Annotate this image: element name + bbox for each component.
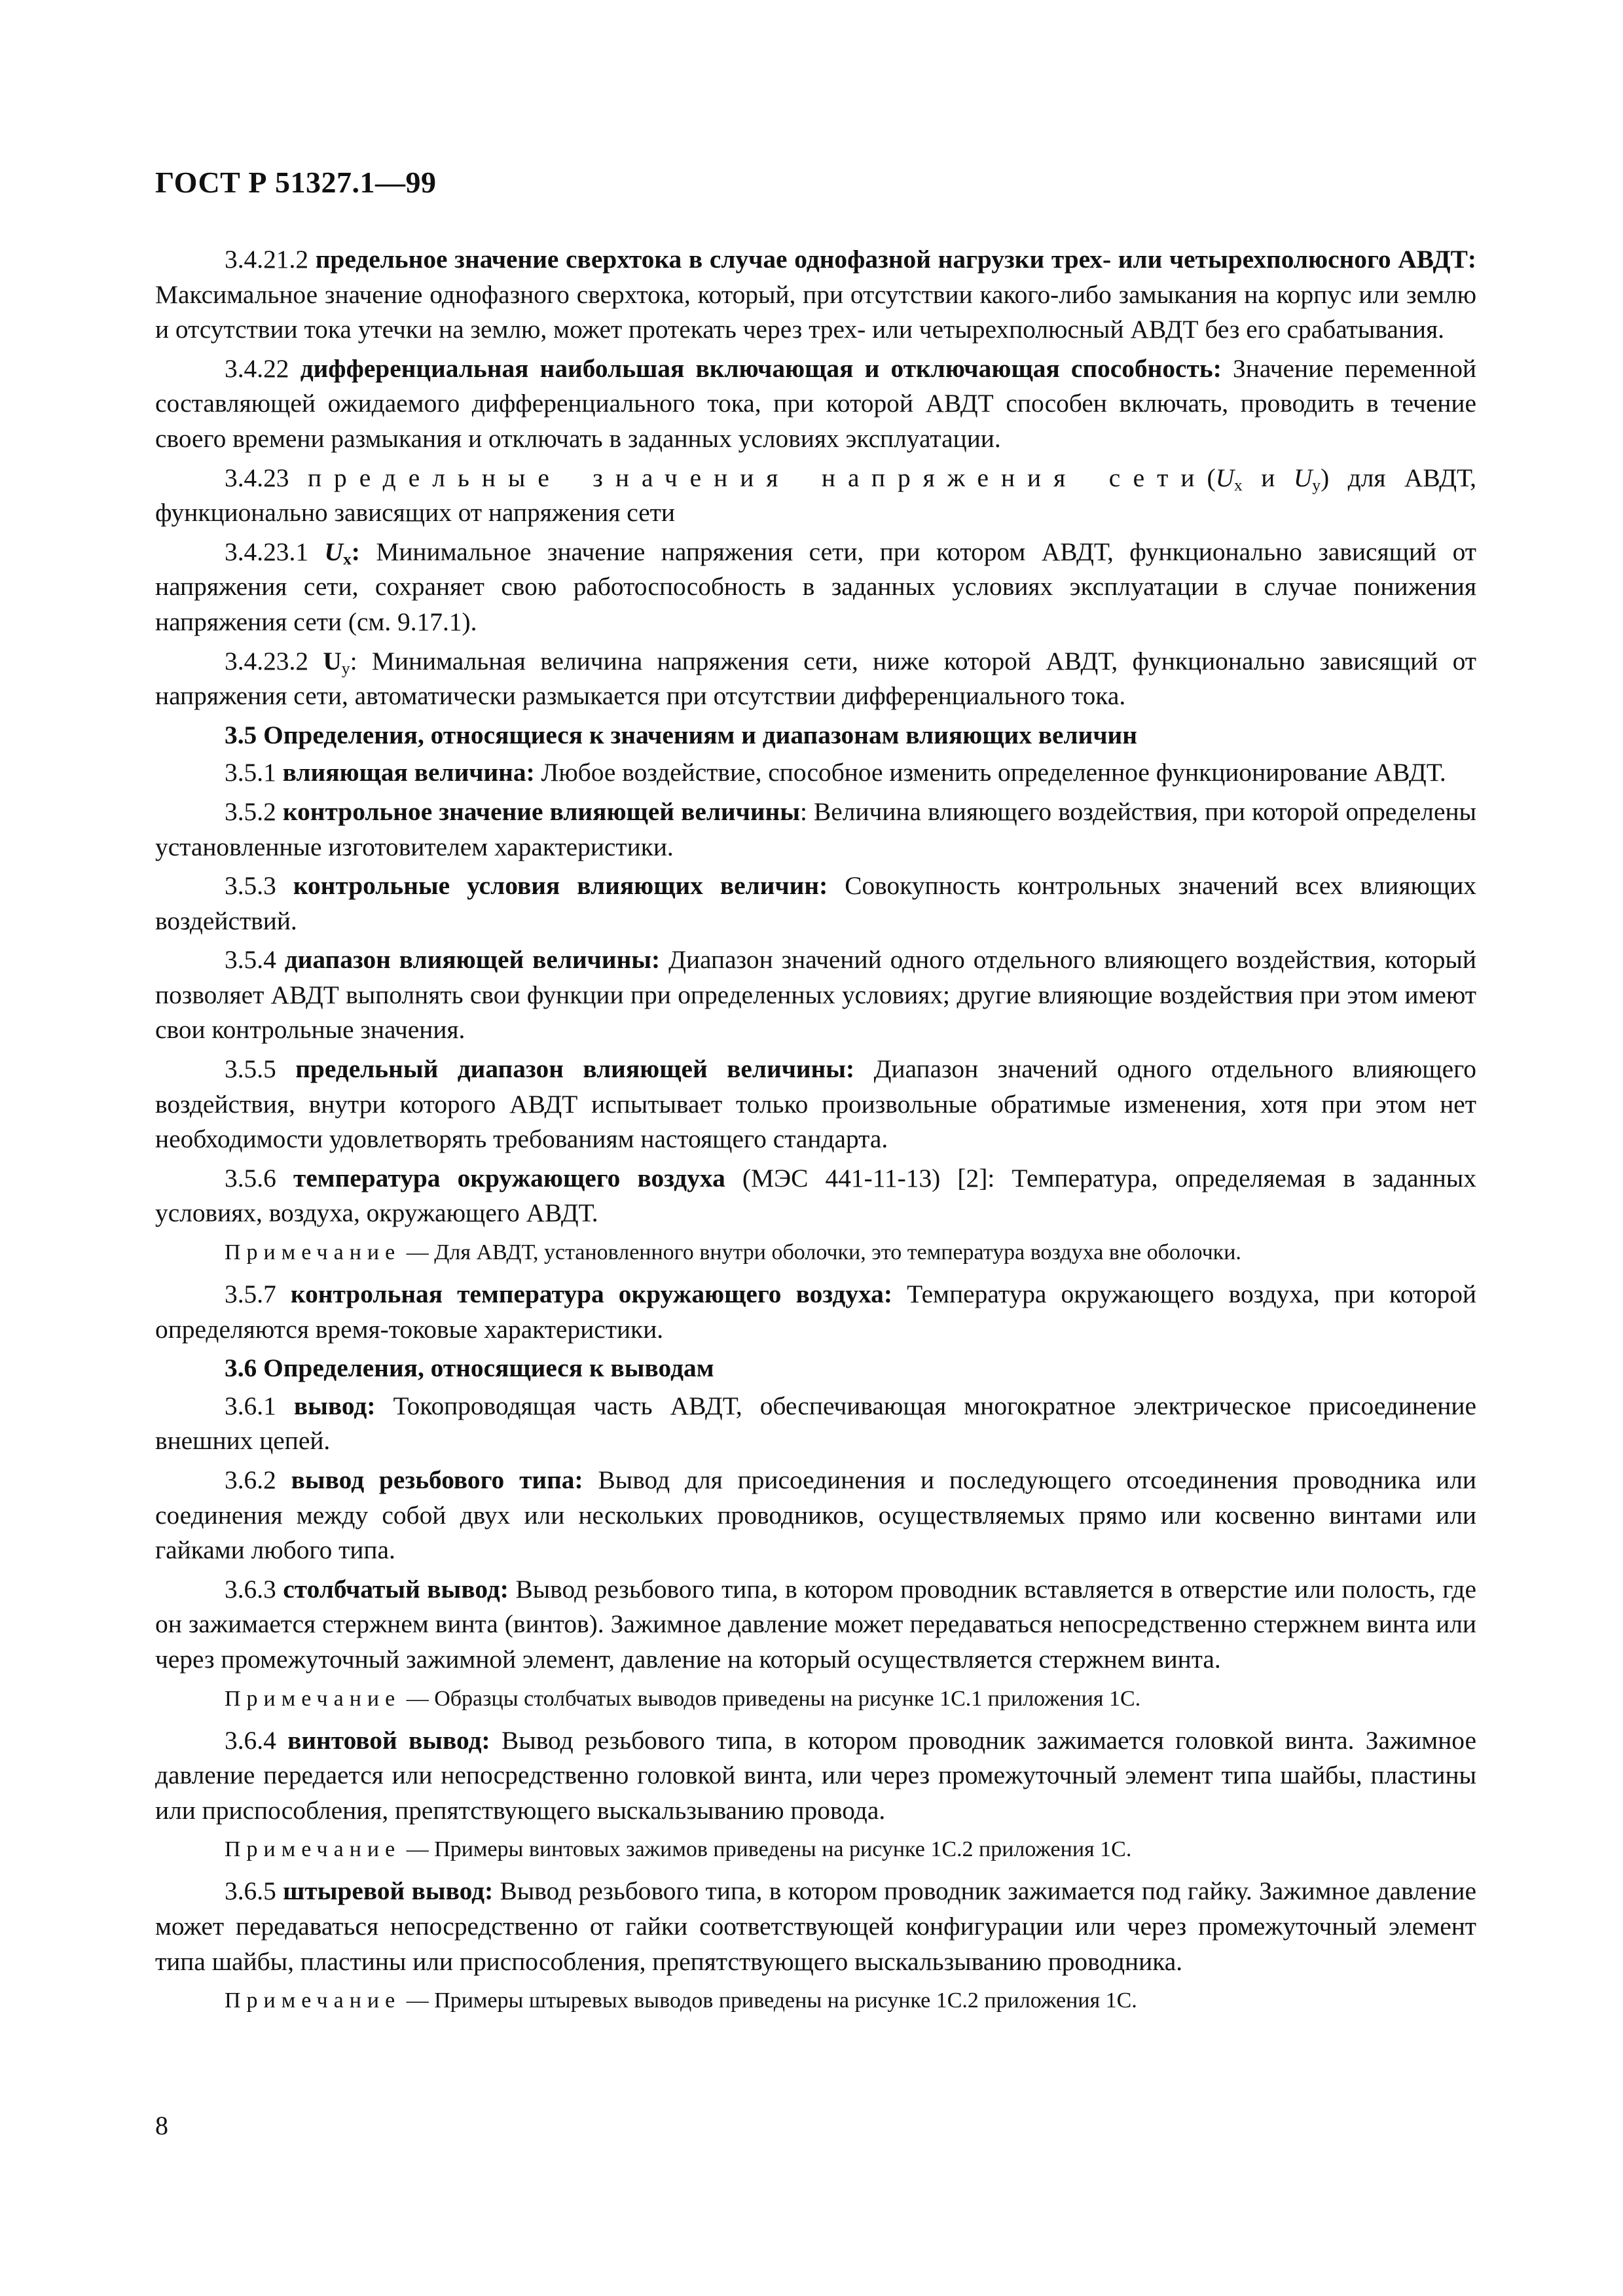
- clause-text: Максимальное значение однофазного сверхтока, который, при отсутствии какого-либо замыкания на корпус или землю и отсутствии тока утечки на землю, может протекать через трех- или четырехполюсный АВДТ без его срабатывания.: [155, 279, 1476, 344]
- note-3-6-5: [155, 1984, 1476, 2017]
- clause-3-6-5: [155, 1874, 1476, 1979]
- clause-term: диапазон влияющей величины:: [284, 945, 661, 975]
- clause-text: Вывод для присоединения и последующего отсоединения проводника или соединения между собой двух или нескольких проводников, осуществляемых прямо или косвенно винтами или гайками любого типа.: [155, 1465, 1476, 1565]
- clause-term: предельный диапазон влияющей величины:: [295, 1054, 855, 1084]
- section-heading-3-6: 3.6 Определения, относящиеся к выводам: [225, 1354, 714, 1383]
- clause-text: Диапазон значений одного отдельного влияющего воздействия, который позволяет АВДТ выполнять свои функции при определенных условиях; другие влияющие воздействия при этом имеют свои контрольные значения.: [155, 945, 1476, 1045]
- clause-term: влияющая величина:: [282, 758, 535, 787]
- section-heading-3-5: 3.5 Определения, относящиеся к значениям и диапазонам влияющих величин: [225, 720, 1137, 749]
- clause-text: (МЭС 441-11-13) [2]: Температура, определяемая в заданных условиях, воздуха, окружающего АВДТ.: [155, 1163, 1476, 1228]
- clause-text: Диапазон значений одного отдельного влияющего воздействия, внутри которого АВДТ испытывает только произвольные обратимые изменения, хотя при этом нет необходимости удовлетворять требованиям настоящего стандарта.: [155, 1054, 1476, 1154]
- colon: :: [350, 646, 357, 675]
- clause-text: Значение переменной составляющей ожидаемого дифференциального тока, при которой АВДТ способен включать, проводить в течение своего времени размыкания и отключать в заданных условиях эксплуатации.: [155, 353, 1476, 453]
- document-body: [155, 242, 1476, 2025]
- colon: :: [351, 537, 360, 566]
- clause-3-4-23-2: [155, 644, 1476, 714]
- clause-text: Токопроводящая часть АВДТ, обеспечивающая многократное электрическое присоединение внешних цепей.: [155, 1391, 1476, 1456]
- uy-symbol: U: [323, 646, 342, 675]
- clause-number: 3.4.22: [225, 353, 289, 383]
- clause-term: контрольные условия влияющих величин:: [293, 871, 828, 901]
- clause-term: столбчатый вывод:: [283, 1574, 509, 1604]
- clause-3-5-7: [155, 1277, 1476, 1347]
- clause-term: температура окружающего воздуха: [293, 1163, 725, 1193]
- clause-3-4-21-2: [155, 242, 1476, 348]
- clause-text: Минимальное значение напряжения сети, при котором АВДТ, функционально зависящий от напряжения сети, сохраняет свою работоспособность в заданных условиях эксплуатации в случае понижения напряжения сети (см. 9.17.1).: [155, 537, 1476, 636]
- clause-number: 3.6.3: [225, 1574, 276, 1604]
- note-3-5-6: [155, 1236, 1476, 1269]
- ux-symbol: U: [324, 537, 343, 566]
- clause-text: Совокупность контрольных значений всех влияющих воздействий.: [155, 871, 1476, 935]
- clause-term: штыревой вывод:: [283, 1876, 494, 1906]
- clause-number: 3.6.2: [225, 1465, 276, 1494]
- clause-number: 3.5.5: [225, 1054, 276, 1084]
- clause-number: 3.5.6: [225, 1163, 276, 1193]
- clause-number: 3.5.1: [225, 758, 276, 787]
- clause-3-5-2: [155, 795, 1476, 865]
- clause-3-6-2: [155, 1463, 1476, 1568]
- ux-symbol: U: [1215, 463, 1235, 492]
- note-text: — Для АВДТ, установленного внутри оболочки, это температура воздуха вне оболочки.: [406, 1240, 1241, 1265]
- page-number: 8: [155, 2111, 168, 2140]
- clause-number: 3.5.7: [225, 1280, 276, 1309]
- clause-number: 3.5.2: [225, 797, 276, 826]
- standard-header: ГОСТ Р 51327.1—99: [155, 166, 437, 199]
- clause-text: Вывод резьбового типа, в котором проводник зажимается головкой винта. Зажимное давление передается или непосредственно головкой винта, или через промежуточный элемент типа шайбы, пластины или приспособления, препятствующего выскальзыванию провода.: [155, 1725, 1476, 1825]
- clause-text: Вывод резьбового типа, в котором проводник зажимается под гайку. Зажимное давление может передаваться непосредственно от гайки соответствующей конфигурации или через промежуточный элемент типа шайбы, пластины или приспособления, препятствующего выскальзыванию проводника.: [155, 1876, 1476, 1976]
- paren-open: (: [1207, 463, 1216, 492]
- clause-number: 3.6.5: [225, 1876, 276, 1906]
- clause-number: 3.6.1: [225, 1391, 276, 1420]
- uy-subscript: y: [341, 658, 350, 677]
- clause-text: : Величина влияющего воздействия, при которой определены установленные изготовителем характеристики.: [155, 797, 1476, 861]
- clause-number: 3.4.21.2: [225, 245, 309, 274]
- note-text: — Образцы столбчатых выводов приведены на рисунке 1С.1 приложения 1С.: [406, 1686, 1141, 1711]
- note-label: Примечание: [225, 1988, 401, 2013]
- ux-subscript: x: [342, 549, 352, 569]
- clause-term: дифференциальная наибольшая включающая и отключающая способность:: [300, 353, 1222, 383]
- ux-subscript: x: [1234, 475, 1243, 494]
- clause-number: 3.4.23.2: [225, 646, 309, 675]
- clause-term: винтовой вывод:: [287, 1725, 490, 1755]
- clause-text: Минимальная величина напряжения сети, ниже которой АВДТ, функционально зависящий от напряжения сети, автоматически размыкается при отсутствии дифференциального тока.: [155, 646, 1476, 711]
- clause-3-5-6: [155, 1161, 1476, 1231]
- clause-number: 3.4.23: [225, 463, 289, 492]
- clause-3-5-1: [155, 755, 1476, 791]
- clause-3-6-1: [155, 1389, 1476, 1459]
- clause-text: ) для АВДТ, функционально зависящих от напряжения сети: [155, 463, 1476, 528]
- spaced-term: предельные значения напряжения сети: [307, 463, 1207, 492]
- clause-number: 3.4.23.1: [225, 537, 309, 566]
- clause-3-5-4: [155, 942, 1476, 1048]
- clause-text: Вывод резьбового типа, в котором проводник вставляется в отверстие или полость, где он зажимается стержнем винта (винтов). Зажимное давление может передаваться непосредственно стержнем винта или через промежуточный зажимной элемент, давление на который осуществляется стержнем винта.: [155, 1574, 1476, 1674]
- note-3-6-3: [155, 1683, 1476, 1715]
- clause-term: предельное значение сверхтока в случае однофазной нагрузки трех- или четырехполюсного АВДТ:: [315, 245, 1476, 274]
- clause-3-5-3: [155, 869, 1476, 939]
- clause-text: Любое воздействие, способное изменить определенное функционирование АВДТ.: [541, 758, 1446, 787]
- clause-3-4-23: [155, 461, 1476, 531]
- clause-3-6-3: [155, 1572, 1476, 1677]
- uy-subscript: y: [1312, 475, 1321, 494]
- note-label: Примечание: [225, 1837, 401, 1862]
- clause-number: 3.5.4: [225, 945, 276, 975]
- uy-symbol: U: [1293, 463, 1313, 492]
- clause-3-4-22: [155, 351, 1476, 457]
- clause-term: контрольная температура окружающего воздуха:: [290, 1280, 892, 1309]
- clause-text: Температура окружающего воздуха, при которой определяются время-токовые характеристики.: [155, 1280, 1476, 1344]
- clause-term: вывод:: [293, 1391, 376, 1420]
- note-label: Примечание: [225, 1686, 401, 1711]
- clause-3-4-23-1: [155, 535, 1476, 640]
- clause-number: 3.5.3: [225, 871, 276, 901]
- note-3-6-4: [155, 1833, 1476, 1866]
- clause-3-6-4: [155, 1723, 1476, 1829]
- note-label: Примечание: [225, 1240, 401, 1265]
- conjunction: и: [1261, 463, 1275, 492]
- note-text: — Примеры штыревых выводов приведены на рисунке 1С.2 приложения 1С.: [406, 1988, 1137, 2013]
- clause-term: контрольное значение влияющей величины: [282, 797, 800, 826]
- clause-number: 3.6.4: [225, 1725, 276, 1755]
- note-text: — Примеры винтовых зажимов приведены на рисунке 1С.2 приложения 1С.: [406, 1837, 1132, 1862]
- clause-3-5-5: [155, 1052, 1476, 1157]
- clause-term: вывод резьбового типа:: [291, 1465, 583, 1494]
